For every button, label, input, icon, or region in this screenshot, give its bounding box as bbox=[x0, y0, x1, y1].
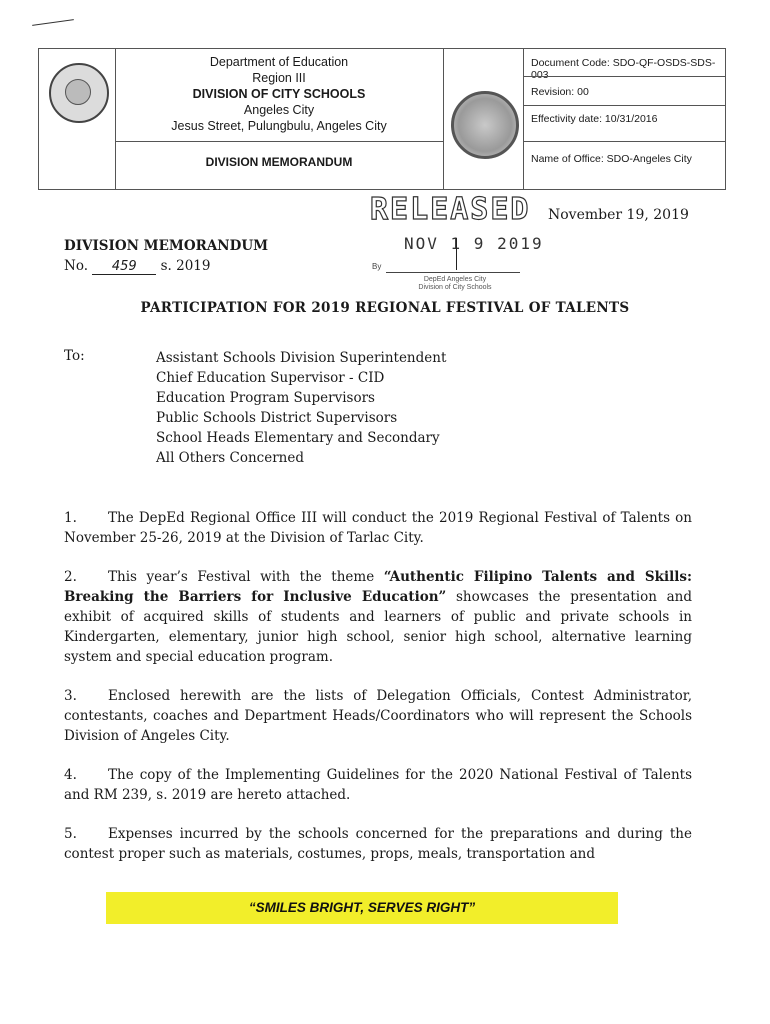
info-divider-2 bbox=[523, 105, 725, 106]
to-label: To: bbox=[64, 348, 85, 364]
city-name: Angeles City bbox=[243, 103, 315, 117]
division-name: DIVISION OF CITY SCHOOLS bbox=[192, 87, 366, 101]
recipient-item: School Heads Elementary and Secondary bbox=[156, 430, 440, 446]
address-line: Jesus Street, Pulungbulu, Angeles City bbox=[171, 119, 387, 133]
deped-seal-cell bbox=[39, 49, 116, 189]
header-center-cell bbox=[115, 49, 444, 189]
office-name: Name of Office: SDO-Angeles City bbox=[531, 153, 692, 165]
memo-title: DIVISION MEMORANDUM bbox=[64, 238, 269, 254]
paragraph-5 bbox=[64, 824, 692, 864]
festival-theme: “Authentic Filipino Talents and Skills: Breaking the Barriers for Inclusive Education” bbox=[64, 569, 692, 605]
info-divider-1 bbox=[523, 76, 725, 77]
paragraph-number: 4. bbox=[64, 767, 77, 783]
city-seal-cell bbox=[443, 49, 524, 189]
stamp-signature-mark bbox=[456, 238, 457, 270]
header-memo-label: DIVISION MEMORANDUM bbox=[205, 155, 353, 169]
paragraph-number: 3. bbox=[64, 688, 77, 704]
header-divider bbox=[115, 141, 443, 142]
stamp-sub-line-1: DepEd Angeles City bbox=[423, 276, 487, 283]
recipient-item: All Others Concerned bbox=[156, 450, 305, 466]
paragraph-number: 2. bbox=[64, 569, 77, 585]
memo-no-prefix: No. bbox=[64, 258, 88, 274]
stamp-by-label: By bbox=[372, 262, 382, 271]
stamp-signature-line bbox=[386, 272, 520, 273]
slogan-banner bbox=[106, 892, 618, 924]
paragraph-1 bbox=[64, 508, 692, 548]
memo-subject: PARTICIPATION FOR 2019 REGIONAL FESTIVAL OF TALENTS bbox=[140, 300, 630, 316]
region-name: Region III bbox=[252, 71, 306, 85]
recipient-list bbox=[156, 348, 446, 468]
header-address-block bbox=[115, 54, 443, 134]
info-divider-3 bbox=[523, 141, 725, 142]
paragraph-number: 1. bbox=[64, 510, 77, 526]
paragraph-number: 5. bbox=[64, 826, 77, 842]
memo-number: 459 bbox=[92, 259, 156, 275]
paragraph-2 bbox=[64, 567, 692, 667]
corner-pen-mark bbox=[32, 19, 74, 26]
city-seal-icon bbox=[451, 91, 519, 159]
document-info-cell bbox=[523, 49, 725, 189]
paragraph-text: Expenses incurred by the schools concerned for the preparations and during the contest proper such as materials, costumes, props, meals, transportation and bbox=[64, 826, 692, 862]
stamp-sub-line-2: Division of City Schools bbox=[418, 284, 492, 291]
document-header-table bbox=[38, 48, 726, 190]
recipient-item: Chief Education Supervisor - CID bbox=[156, 370, 385, 386]
memo-date: November 19, 2019 bbox=[548, 207, 689, 223]
released-stamp: RELEASED bbox=[370, 192, 531, 227]
stamp-office bbox=[400, 276, 510, 292]
paragraph-text: showcases the presentation and exhibit of acquired skills of students and learners of public and private schools in Kindergarten, elementary, junior high school, senior high school, alternative learning system and special education program. bbox=[64, 589, 693, 665]
stamp-date: NOV 1 9 2019 bbox=[404, 234, 544, 253]
recipient-item: Public Schools District Supervisors bbox=[156, 410, 398, 426]
paragraph-text: Enclosed herewith are the lists of Delegation Officials, Contest Administrator, contestants, coaches and Department Heads/Coordinators who will represent the Schools Division of Angeles City. bbox=[64, 688, 692, 744]
paragraph-4 bbox=[64, 765, 692, 805]
department-name: Department of Education bbox=[209, 55, 349, 69]
document-code: Document Code: SDO-QF-OSDS-SDS-003 bbox=[531, 57, 716, 81]
effectivity-date: Effectivity date: 10/31/2016 bbox=[531, 113, 658, 125]
deped-seal-icon bbox=[49, 63, 109, 123]
recipient-item: Education Program Supervisors bbox=[156, 390, 375, 406]
memo-number-line bbox=[64, 258, 210, 275]
slogan-text: “SMILES BRIGHT, SERVES RIGHT” bbox=[248, 900, 476, 915]
memo-series: s. 2019 bbox=[160, 258, 211, 274]
revision: Revision: 00 bbox=[531, 86, 589, 98]
paragraph-text: The copy of the Implementing Guidelines for the 2020 National Festival of Talents and RM 239, s. 2019 are hereto attached. bbox=[64, 767, 692, 803]
paragraph-3 bbox=[64, 686, 692, 746]
paragraph-text: This year’s Festival with the theme bbox=[108, 569, 384, 585]
paragraph-text: The DepEd Regional Office III will conduct the 2019 Regional Festival of Talents on November 25-26, 2019 at the Division of Tarlac City. bbox=[64, 510, 692, 546]
recipient-item: Assistant Schools Division Superintendent bbox=[156, 350, 447, 366]
